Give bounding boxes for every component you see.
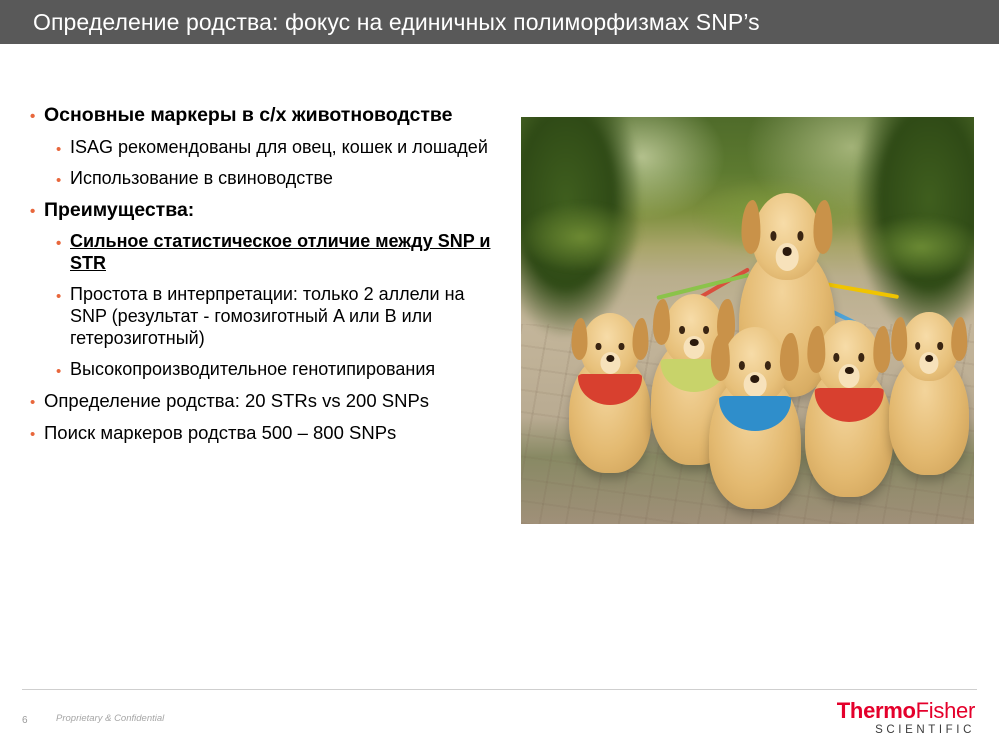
dog-eye xyxy=(679,326,685,334)
dog-eye xyxy=(938,342,943,350)
bullet-marker-icon: • xyxy=(30,394,36,412)
puppy xyxy=(569,355,651,473)
bandana xyxy=(719,396,791,431)
list-item xyxy=(28,137,498,159)
dog-ear xyxy=(891,317,907,360)
list-item-label: Высокопроизводительное генотипирования xyxy=(70,359,436,380)
logo-thermo: Thermo xyxy=(836,698,916,723)
dog-ear xyxy=(653,299,670,344)
bandana xyxy=(578,374,642,405)
dog-ear xyxy=(780,333,799,381)
list-item-label: Сильное статистическое отличие между SNP и STR xyxy=(70,231,491,274)
logo-tagline: SCIENTIFIC xyxy=(875,724,975,736)
dog-ear xyxy=(741,200,760,254)
dog-ear xyxy=(951,317,967,360)
dog-ear xyxy=(711,333,730,381)
logo-wordmark xyxy=(837,700,975,722)
list-item xyxy=(28,168,498,190)
confidentiality-notice: Proprietary & Confidential xyxy=(56,713,165,724)
bullet-marker-icon: • xyxy=(30,425,36,443)
bullet-marker-icon: • xyxy=(30,202,36,220)
dog-eye xyxy=(834,353,840,361)
dog-eye xyxy=(765,361,771,370)
logo-fisher: Fisher xyxy=(915,698,975,723)
thermofisher-logo xyxy=(837,700,975,737)
list-item xyxy=(28,199,498,223)
dog-ear xyxy=(571,318,588,360)
page-title: Определение родства: фокус на единичных полиморфизмах SNP’s xyxy=(33,8,760,35)
list-item xyxy=(28,104,498,128)
dog-ear xyxy=(873,326,891,373)
dog-eye xyxy=(770,231,776,241)
list-item xyxy=(28,359,498,381)
dog-eye xyxy=(619,343,624,351)
dog-eye xyxy=(739,361,745,370)
puppy xyxy=(889,355,969,475)
dog-nose xyxy=(750,375,759,383)
dog-ear xyxy=(632,318,649,360)
dog-ear xyxy=(813,200,832,254)
dog-nose xyxy=(606,355,614,362)
bullet-marker-icon: • xyxy=(56,288,62,306)
dog-head xyxy=(900,312,958,382)
list-item-label: Поиск маркеров родства 500 – 800 SNPs xyxy=(44,421,397,443)
list-item-label: Определение родства: 20 STRs vs 200 SNPs xyxy=(44,390,430,412)
dog-eye xyxy=(703,326,709,334)
list-item-highlight xyxy=(28,231,498,275)
bullet-list xyxy=(28,104,498,444)
page-number: 6 xyxy=(22,715,28,726)
list-item-label: Простота в интерпретации: только 2 аллели на SNP (результат - гомозиготный A или B или гетерозиготный) xyxy=(70,284,465,349)
bullet-marker-icon: • xyxy=(56,140,62,158)
dog-eye xyxy=(797,231,803,241)
puppy xyxy=(805,367,893,497)
dog-nose xyxy=(845,367,854,375)
dog-nose xyxy=(925,355,933,362)
photo-background xyxy=(521,117,974,524)
bullet-marker-icon: • xyxy=(56,171,62,189)
slide-title-bar xyxy=(0,0,999,44)
dog-eye xyxy=(596,343,601,351)
dog-ear xyxy=(807,326,825,373)
puppy xyxy=(709,375,801,509)
bandana xyxy=(815,388,884,422)
dog-eye xyxy=(915,342,920,350)
dog-head xyxy=(580,313,639,381)
list-item-label: ISAG рекомендованы для овец, кошек и лошадей xyxy=(70,136,488,157)
dog-head xyxy=(817,320,880,395)
dog-nose xyxy=(690,339,699,346)
list-item-label: Основные маркеры в с/х животноводстве xyxy=(44,104,453,126)
bullet-marker-icon: • xyxy=(30,108,36,125)
list-item xyxy=(28,284,498,350)
bullet-list-container xyxy=(28,104,498,453)
dog-head xyxy=(752,193,821,280)
dog-head xyxy=(722,327,788,405)
slide-image xyxy=(521,117,974,524)
bullet-marker-icon: • xyxy=(56,363,62,381)
footer-divider xyxy=(22,689,977,690)
list-item xyxy=(28,422,498,445)
bullet-marker-icon: • xyxy=(56,235,62,253)
list-item-label: Использование в свиноводстве xyxy=(70,167,333,188)
dog-eye xyxy=(859,353,865,361)
dog-nose xyxy=(782,247,792,256)
list-item xyxy=(28,390,498,413)
list-item-label: Преимущества: xyxy=(44,198,195,221)
slide-body xyxy=(0,44,999,689)
